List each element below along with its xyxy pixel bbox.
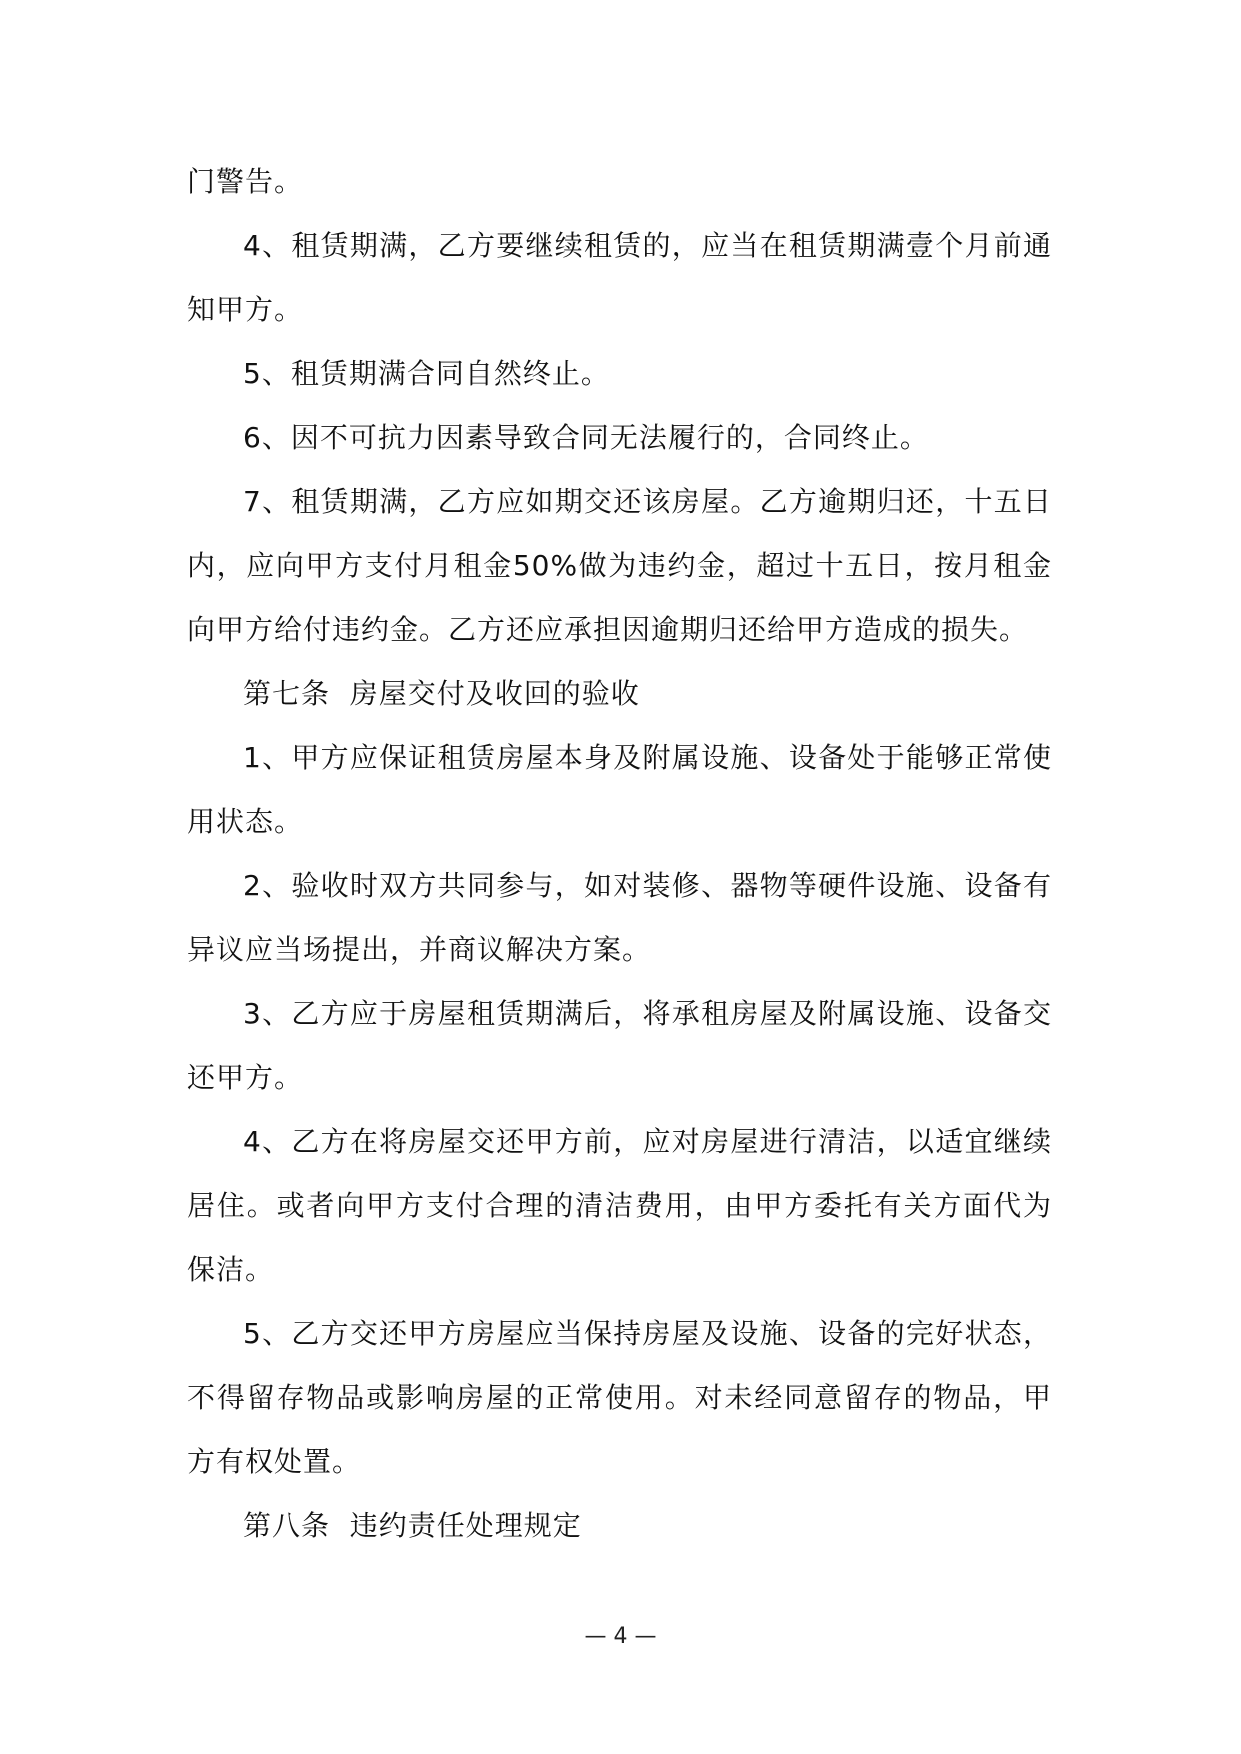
paragraph: 5、租赁期满合同自然终止。	[243, 357, 610, 390]
paragraph: 3、乙方应于房屋租赁期满后，将承租房屋及附属设施、设备交还甲方。	[187, 997, 1052, 1094]
paragraph: 门警告。	[187, 165, 304, 198]
document-body	[187, 150, 1052, 1558]
paragraph: 6、因不可抗力因素导致合同无法履行的，合同终止。	[243, 421, 929, 454]
paragraph: 2、验收时双方共同参与，如对装修、器物等硬件设施、设备有异议应当场提出，并商议解决方案。	[187, 869, 1052, 966]
paragraph: 4、乙方在将房屋交还甲方前，应对房屋进行清洁，以适宜继续居住。或者向甲方支付合理的清洁费用，由甲方委托有关方面代为保洁。	[187, 1125, 1052, 1286]
paragraph: 5、乙方交还甲方房屋应当保持房屋及设施、设备的完好状态，不得留存物品或影响房屋的正常使用。对未经同意留存的物品，甲方有权处置。	[187, 1317, 1052, 1478]
paragraph: 第八条 违约责任处理规定	[243, 1509, 582, 1542]
paragraph: 1、甲方应保证租赁房屋本身及附属设施、设备处于能够正常使用状态。	[187, 741, 1052, 838]
page-number: — 4 —	[584, 1624, 657, 1649]
paragraph: 7、租赁期满，乙方应如期交还该房屋。乙方逾期归还，十五日内，应向甲方支付月租金50%做为违约金，超过十五日，按月租金向甲方给付违约金。乙方还应承担因逾期归还给甲方造成的损失。	[187, 485, 1052, 646]
paragraph: 4、租赁期满，乙方要继续租赁的，应当在租赁期满壹个月前通知甲方。	[187, 229, 1052, 326]
paragraph: 第七条 房屋交付及收回的验收	[243, 677, 640, 710]
